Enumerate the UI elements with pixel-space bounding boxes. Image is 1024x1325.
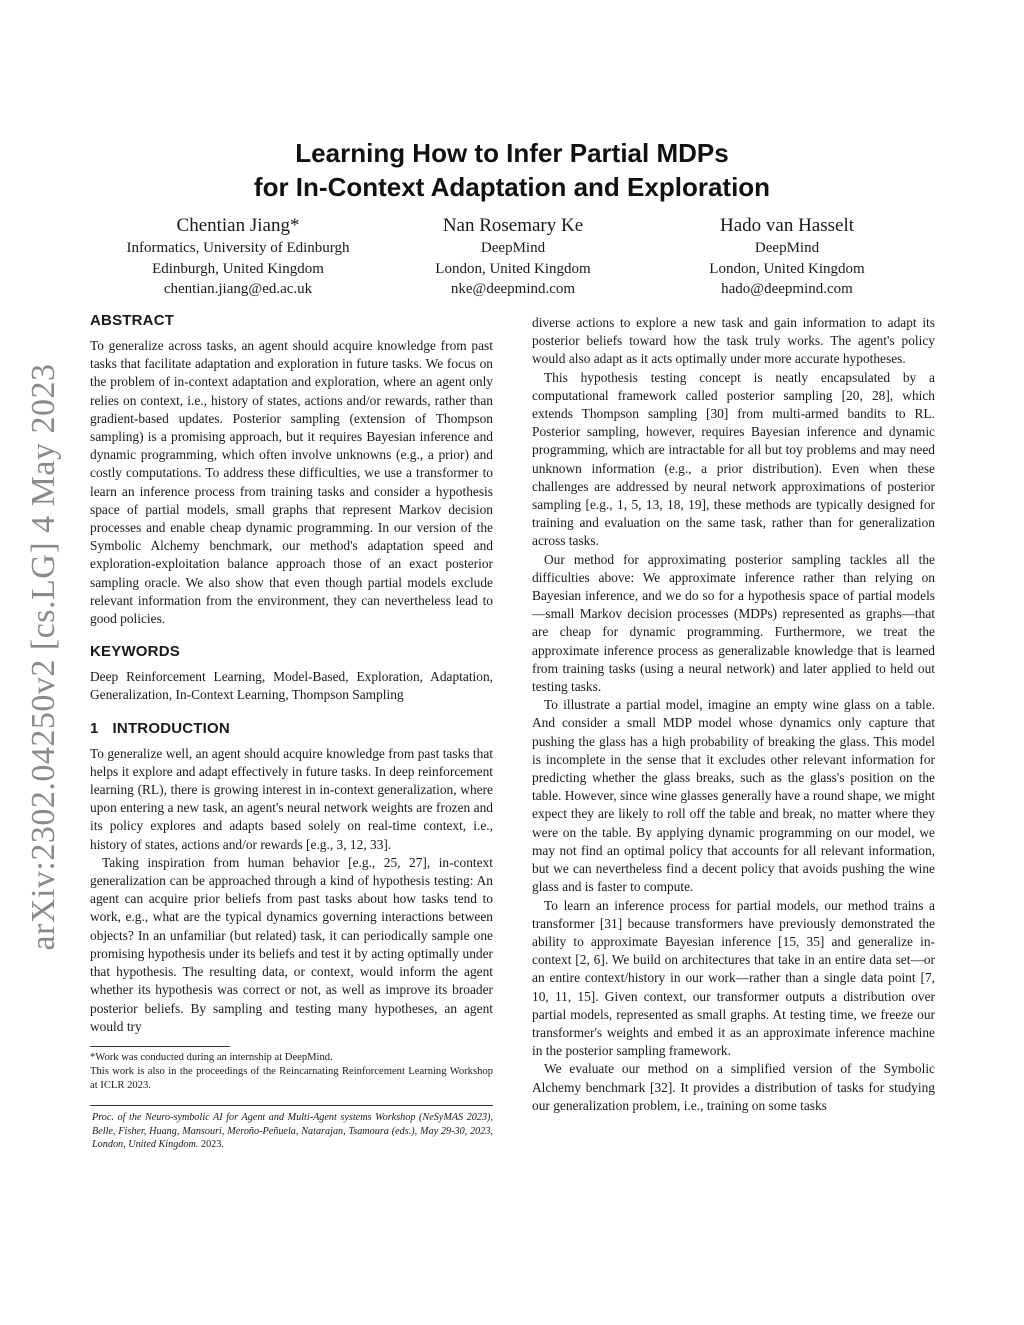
body-paragraph: To learn an inference process for partial models, our method trains a transformer [31] because transformers have previously demonstrated the ability to approximate Bayesian inference [15, 35] and generalize in-context [2, 6]. We build on architectures that take in an entire data set—or an entire context/history in our work—rather than a single data point [7, 10, 11, 15]. Given context, our transformer outputs a distribution over partial models, represented as small graphs. At testing time, we freeze our transformer's weights and embed it as an approximate inference machine in the posterior sampling framework. — [532, 897, 935, 1059]
intro-paragraph: To generalize well, an agent should acquire knowledge from past tasks that helps it explore and adapt effectively in future tasks. In deep reinforcement learning (RL), there is growing interest in in-context generalization, where upon entering a new task, an agent's neural network weights are frozen and its policy explores and adapts based solely on real-time context, i.e., history of states, actions and/or rewards [e.g., 3, 12, 33]. — [90, 745, 493, 852]
footnote: *Work was conducted during an internship at DeepMind. — [90, 1051, 333, 1063]
left-column — [90, 311, 493, 1152]
title-line-1: Learning How to Infer Partial MDPs — [295, 138, 729, 168]
keywords-text: Deep Reinforcement Learning, Model-Based, Exploration, Adaptation, Generalization, In-Context Learning, Thompson Sampling — [90, 669, 493, 703]
author-email: nke@deepmind.com — [450, 281, 576, 297]
author-name: Chentian Jiang* — [176, 215, 300, 236]
author-email: hado@deepmind.com — [721, 281, 853, 297]
author-location: Edinburgh, United Kingdom — [152, 260, 324, 277]
body-paragraph: This hypothesis testing concept is neatly encapsulated by a computational framework called posterior sampling [20, 28], which extends Thompson sampling [30] from multi-armed bandits to RL. Posterior sampling, however, requires Bayesian inference and dynamic programming, which are intractable for all but toy problems and may need unknown information (e.g., a prior distribution). Even when these challenges are addressed by neural network approximations of posterior sampling [e.g., 1, 5, 13, 18, 19], these methods are typically designed for training and evaluation on the same task, rather than for generalization across tasks. — [532, 369, 935, 549]
author-affiliation: DeepMind — [480, 240, 546, 256]
paper-title — [90, 136, 934, 204]
author-block — [100, 214, 376, 300]
section-number: 1 — [90, 719, 99, 737]
abstract-heading: ABSTRACT — [90, 312, 175, 329]
author-block — [400, 214, 626, 300]
proceedings-year: 2023. — [200, 1139, 224, 1151]
proceedings-note — [90, 1111, 493, 1152]
title-line-2: for In-Context Adaptation and Exploration — [253, 172, 771, 202]
body-paragraph: diverse actions to explore a new task and gain information to adapt its posterior beliefs toward how the task truly works. The agent's policy would also adapt as it acts optimally under more accurate hypotheses. — [532, 315, 935, 367]
footnote: This work is also in the proceedings of the Reincarnating Reinforcement Learning Workshop at ICLR 2023. — [90, 1065, 493, 1091]
abstract-section — [90, 311, 493, 628]
abstract-text: To generalize across tasks, an agent should acquire knowledge from past tasks that facilitate adaptation and exploration in future tasks. We focus on the problem of in-context adaptation and exploration, where an agent only relies on context, i.e., history of states, actions and/or rewards, rather than gradient-based updates. Posterior sampling (extension of Thompson sampling) is a promising approach, but it requires Bayesian inference and dynamic programming, which often involve unknowns (e.g., a prior) and costly computations. To address these difficulties, we use a transformer to learn an inference process from training tasks and consider a hypothesis space of partial models, small graphs that represent Markov decision processes and enable cheap dynamic programming. In our version of the Symbolic Alchemy benchmark, our method's adaptation speed and exploration-exploitation balance approach those of an exact posterior sampling oracle. We also show that even though partial models exclude relevant information from the environment, they can nevertheless lead to good policies. — [90, 338, 493, 627]
author-name: Nan Rosemary Ke — [442, 215, 584, 236]
author-email: chentian.jiang@ed.ac.uk — [163, 281, 313, 297]
keywords-heading: KEYWORDS — [90, 643, 180, 661]
section-title: INTRODUCTION — [112, 719, 230, 737]
author-affiliation: DeepMind — [754, 240, 820, 256]
proceedings-text: Proc. of the Neuro-symbolic AI for Agent and Multi-Agent systems Workshop (NeSyMAS 2023), Belle, Fisher, Huang, Mansouri, Meroño-Peñuela, Natarajan, Tsamoura (eds.), May 29-30, 2023, London, United Kingdom. — [92, 1111, 493, 1151]
arxiv-watermark — [22, 352, 66, 962]
introduction-section — [90, 719, 493, 1036]
body-paragraph: To illustrate a partial model, imagine an empty wine glass on a table. And consider a small MDP model whose dynamics only capture that pushing the glass has a high probability of breaking the glass. This model is incomplete in the sense that it excludes other relevant information for predicting whether the glass breaks, such as the glass's position on the table. However, since wine glasses generally have a round shape, we might expect they are likely to roll off the table and break, no matter where they were on the table. By applying dynamic programming on our model, we may not find an optimal policy that accounts for all relevant information, but we can nevertheless find a decent policy that avoids pushing the wine glass and is faster to compute. — [532, 697, 935, 895]
intro-paragraph: Taking inspiration from human behavior [e.g., 25, 27], in-context generalization can be approached through a kind of hypothesis testing: An agent can acquire prior beliefs from past tasks about how tasks tend to work, e.g., what are the typical dynamics governing interactions between objects? In an unfamiliar (but related) task, it can periodically sample one promising hypothesis under its beliefs and test it by acting optimally under that hypothesis. The resulting data, or context, would inform the agent whether its hypothesis was correct or not, as well as improve its broader posterior beliefs. By sampling and testing many hypotheses, an agent would try — [90, 854, 493, 1034]
author-location: London, United Kingdom — [435, 260, 591, 277]
author-block — [660, 214, 914, 300]
introduction-heading — [90, 719, 493, 739]
body-paragraph: Our method for approximating posterior sampling tackles all the difficulties above: We approximate inference rather than relying on Bayesian inference, and we do so for a hypothesis space of partial models—small Markov decision processes (MDPs) represented as graphs—that are cheap for dynamic programming. Furthermore, we treat the approximate inference process as generalizable knowledge that is learned from training tasks (using a neural network) and later applied to held out testing tasks. — [532, 551, 935, 695]
arxiv-id: arXiv:2302.04250v2 [cs.LG] 4 May 2023 — [25, 363, 62, 951]
body-paragraph: We evaluate our method on a simplified version of the Symbolic Alchemy benchmark [32]. It provides a distribution of tasks for studying our generalization problem, i.e., training on some tasks — [532, 1061, 935, 1113]
author-affiliation: Informatics, University of Edinburgh — [126, 240, 350, 256]
keywords-section — [90, 642, 493, 704]
footnote-divider — [90, 1046, 230, 1047]
proceedings-divider — [90, 1105, 493, 1106]
author-name: Hado van Hasselt — [719, 215, 855, 236]
author-location: London, United Kingdom — [709, 260, 865, 277]
right-column — [532, 314, 935, 1115]
